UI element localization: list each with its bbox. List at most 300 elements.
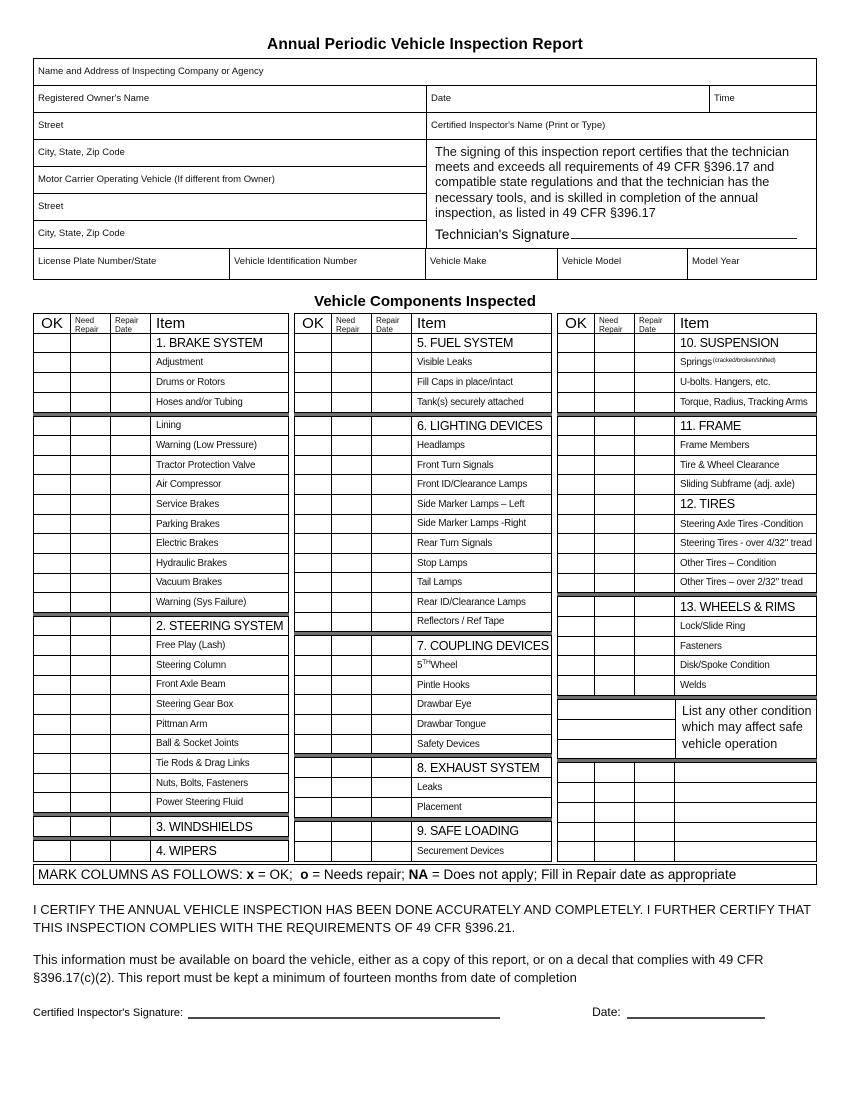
repair-date-cell[interactable] — [372, 373, 412, 392]
other-condition-entry-cell[interactable] — [558, 720, 675, 740]
repair-date-cell[interactable] — [111, 793, 151, 812]
item-label-cell: Front ID/Clearance Lamps — [417, 479, 528, 491]
repair-date-cell[interactable] — [111, 715, 151, 734]
component-row — [34, 495, 288, 515]
ok-mark-cell[interactable] — [295, 417, 332, 436]
need-repair-mark-cell[interactable] — [71, 636, 111, 655]
repair-date-cell[interactable] — [111, 495, 151, 514]
need-repair-mark-cell[interactable] — [332, 393, 372, 412]
repair-date-cell[interactable] — [635, 637, 675, 656]
item-label-cell: Tank(s) securely attached — [417, 396, 524, 408]
carrier-label: Motor Carrier Operating Vehicle (If different from Owner) — [38, 174, 275, 185]
ok-mark-cell[interactable] — [34, 554, 71, 573]
section-title-cell: 13. WHEELS & RIMS — [680, 599, 796, 614]
ok-mark-cell[interactable] — [295, 495, 332, 514]
repair-date-cell[interactable] — [111, 754, 151, 773]
repair-date-cell[interactable] — [111, 676, 151, 695]
ok-mark-cell[interactable] — [295, 656, 332, 675]
ok-mark-cell[interactable] — [558, 495, 595, 514]
ok-mark-cell[interactable] — [34, 373, 71, 392]
ok-mark-cell[interactable] — [34, 574, 71, 593]
need-repair-mark-cell[interactable] — [71, 353, 111, 372]
form-header-right — [426, 86, 816, 248]
ok-mark-cell[interactable] — [295, 353, 332, 372]
need-repair-mark-cell[interactable] — [332, 554, 372, 573]
need-repair-mark-cell[interactable] — [595, 676, 635, 695]
item-label-cell: Drums or Rotors — [156, 377, 225, 389]
item-label-cell: Safety Devices — [417, 738, 480, 750]
ok-mark-cell[interactable] — [34, 841, 71, 861]
ok-mark-cell[interactable] — [558, 436, 595, 455]
repair-date-cell[interactable] — [635, 495, 675, 514]
ok-mark-cell[interactable] — [295, 676, 332, 695]
ok-mark-cell[interactable] — [558, 515, 595, 534]
ok-mark-cell[interactable] — [34, 617, 71, 636]
need-repair-mark-cell[interactable] — [332, 515, 372, 534]
carrier-street-field[interactable] — [34, 194, 426, 221]
repair-date-cell[interactable] — [372, 417, 412, 436]
repair-date-cell[interactable] — [372, 334, 412, 353]
need-repair-mark-cell[interactable] — [71, 676, 111, 695]
ok-mark-cell[interactable] — [34, 774, 71, 793]
ok-mark-cell[interactable] — [295, 593, 332, 612]
ok-mark-cell[interactable] — [34, 456, 71, 475]
repair-date-cell[interactable] — [635, 475, 675, 494]
component-row — [295, 353, 551, 373]
item-entry-cell[interactable] — [675, 803, 816, 822]
repair-date-cell[interactable] — [111, 554, 151, 573]
repair-date-cell[interactable] — [111, 456, 151, 475]
need-repair-mark-cell[interactable] — [595, 637, 635, 656]
ok-mark-cell[interactable] — [295, 475, 332, 494]
need-repair-mark-cell[interactable] — [595, 803, 635, 822]
certification-text: The signing of this inspection report certifies that the technician meets and exceeds all requirements of 49 CFR §396.17 and compatible state regulations and that the technician has the necessary tools, and is skilled in completion of the annual inspection, as listed in 49 CFR §396.17 — [435, 145, 790, 220]
ok-mark-cell[interactable] — [34, 495, 71, 514]
need-repair-mark-cell[interactable] — [595, 783, 635, 802]
vehicle-model-field[interactable] — [558, 249, 688, 279]
ok-mark-cell[interactable] — [295, 758, 332, 777]
ok-mark-cell[interactable] — [295, 393, 332, 412]
item-entry-cell[interactable] — [675, 763, 816, 782]
repair-date-cell[interactable] — [372, 695, 412, 714]
ok-mark-cell[interactable] — [295, 715, 332, 734]
other-condition-entry-cell[interactable] — [558, 740, 675, 759]
need-repair-mark-cell[interactable] — [332, 613, 372, 632]
ok-mark-cell[interactable] — [558, 393, 595, 412]
need-repair-mark-cell[interactable] — [71, 617, 111, 636]
ok-mark-cell[interactable] — [558, 617, 595, 636]
ok-mark-cell[interactable] — [558, 637, 595, 656]
repair-date-cell[interactable] — [372, 554, 412, 573]
repair-date-cell[interactable] — [635, 617, 675, 636]
need-repair-mark-cell[interactable] — [332, 436, 372, 455]
need-repair-mark-cell[interactable] — [332, 842, 372, 861]
ok-mark-cell[interactable] — [34, 656, 71, 675]
date-field[interactable] — [427, 86, 710, 112]
component-row — [34, 676, 288, 696]
ok-mark-cell[interactable] — [34, 754, 71, 773]
repair-date-cell[interactable] — [111, 817, 151, 837]
need-repair-mark-cell[interactable] — [71, 735, 111, 754]
need-repair-mark-cell[interactable] — [595, 597, 635, 616]
component-row — [558, 456, 816, 476]
need-repair-mark-cell[interactable] — [71, 334, 111, 353]
repair-date-cell[interactable] — [635, 676, 675, 695]
ok-mark-cell[interactable] — [34, 334, 71, 353]
time-field[interactable] — [710, 86, 816, 112]
ok-mark-cell[interactable] — [295, 842, 332, 861]
vin-label: Vehicle Identification Number — [234, 256, 358, 267]
vin-field[interactable] — [230, 249, 426, 279]
need-repair-mark-cell[interactable] — [332, 475, 372, 494]
ok-mark-cell[interactable] — [558, 763, 595, 782]
repair-date-cell[interactable] — [372, 495, 412, 514]
ok-mark-cell[interactable] — [295, 822, 332, 841]
ok-mark-cell[interactable] — [34, 695, 71, 714]
repair-date-cell[interactable] — [372, 778, 412, 797]
need-repair-mark-cell[interactable] — [595, 574, 635, 593]
need-repair-mark-cell[interactable] — [595, 353, 635, 372]
repair-date-cell[interactable] — [111, 393, 151, 412]
ok-mark-cell[interactable] — [558, 597, 595, 616]
component-row — [558, 554, 816, 574]
need-repair-mark-cell[interactable] — [71, 656, 111, 675]
other-condition-entry-cell[interactable] — [558, 700, 675, 720]
ok-mark-cell[interactable] — [295, 573, 332, 592]
need-repair-mark-cell[interactable] — [71, 817, 111, 837]
company-field[interactable] — [34, 59, 816, 86]
license-plate-field[interactable] — [34, 249, 230, 279]
repair-date-cell[interactable] — [635, 534, 675, 553]
repair-date-cell[interactable] — [372, 842, 412, 861]
component-section — [294, 313, 552, 413]
ok-mark-cell[interactable] — [558, 676, 595, 695]
owner-street-field[interactable] — [34, 113, 426, 140]
need-repair-mark-cell[interactable] — [332, 495, 372, 514]
ok-mark-cell[interactable] — [295, 613, 332, 632]
need-repair-mark-cell[interactable] — [332, 456, 372, 475]
need-repair-mark-cell[interactable] — [595, 656, 635, 675]
ok-mark-cell[interactable] — [34, 715, 71, 734]
model-year-field[interactable] — [688, 249, 816, 279]
need-repair-mark-cell[interactable] — [595, 373, 635, 392]
repair-date-cell[interactable] — [635, 597, 675, 616]
ok-mark-cell[interactable] — [34, 534, 71, 553]
need-repair-mark-cell[interactable] — [332, 656, 372, 675]
ok-mark-cell[interactable] — [295, 534, 332, 553]
ok-mark-cell[interactable] — [295, 334, 332, 353]
company-field-label: Name and Address of Inspecting Company or Agency — [38, 66, 264, 77]
ok-mark-cell[interactable] — [295, 456, 332, 475]
repair-date-cell[interactable] — [372, 636, 412, 655]
need-repair-mark-cell[interactable] — [71, 495, 111, 514]
ok-mark-cell[interactable] — [295, 778, 332, 797]
item-label-cell: Drawbar Tongue — [417, 718, 486, 730]
ok-mark-cell[interactable] — [34, 735, 71, 754]
item-label-cell: Tractor Protection Valve — [156, 459, 256, 471]
repair-date-cell[interactable] — [372, 758, 412, 777]
carrier-city-field[interactable] — [34, 221, 426, 248]
ok-mark-cell[interactable] — [558, 353, 595, 372]
technician-signature-line[interactable] — [571, 228, 797, 239]
ok-mark-cell[interactable] — [558, 574, 595, 593]
ok-mark-cell[interactable] — [295, 436, 332, 455]
need-repair-mark-cell[interactable] — [332, 822, 372, 841]
repair-date-cell[interactable] — [372, 456, 412, 475]
repair-date-cell[interactable] — [111, 735, 151, 754]
item-entry-cell[interactable] — [675, 783, 816, 802]
other-condition-section — [557, 699, 817, 760]
need-repair-mark-cell[interactable] — [332, 353, 372, 372]
carrier-street-label: Street — [38, 201, 64, 212]
need-repair-mark-cell[interactable] — [332, 735, 372, 754]
component-row — [558, 574, 816, 593]
repair-date-cell[interactable] — [635, 803, 675, 822]
ok-mark-cell[interactable] — [558, 823, 595, 842]
ok-mark-cell[interactable] — [295, 373, 332, 392]
repair-date-cell[interactable] — [111, 774, 151, 793]
need-repair-mark-cell[interactable] — [595, 334, 635, 353]
repair-date-cell[interactable] — [111, 617, 151, 636]
need-repair-mark-cell[interactable] — [595, 475, 635, 494]
item-label-cell: Hydraulic Brakes — [156, 557, 227, 569]
repair-date-cell[interactable] — [635, 823, 675, 842]
ok-mark-cell[interactable] — [295, 636, 332, 655]
need-repair-mark-cell[interactable] — [595, 515, 635, 534]
need-repair-mark-cell[interactable] — [71, 475, 111, 494]
repair-date-cell[interactable] — [635, 554, 675, 573]
item-label-cell: Lining — [156, 420, 181, 432]
ok-mark-cell[interactable] — [34, 417, 71, 436]
need-repair-mark-cell[interactable] — [595, 436, 635, 455]
need-repair-mark-cell[interactable] — [71, 841, 111, 861]
need-repair-mark-cell[interactable] — [71, 456, 111, 475]
component-row — [34, 774, 288, 794]
ok-mark-cell[interactable] — [34, 593, 71, 612]
repair-date-cell[interactable] — [372, 593, 412, 612]
repair-date-cell[interactable] — [111, 534, 151, 553]
ok-mark-cell[interactable] — [295, 695, 332, 714]
repair-date-cell[interactable] — [372, 613, 412, 632]
need-repair-mark-cell[interactable] — [595, 842, 635, 861]
component-row — [34, 373, 288, 393]
repair-date-cell[interactable] — [111, 334, 151, 353]
repair-date-cell[interactable] — [635, 334, 675, 353]
need-repair-mark-cell[interactable] — [595, 554, 635, 573]
repair-date-cell[interactable] — [635, 417, 675, 436]
need-repair-mark-cell[interactable] — [71, 534, 111, 553]
ok-mark-cell[interactable] — [34, 475, 71, 494]
need-repair-mark-cell[interactable] — [71, 695, 111, 714]
need-repair-mark-cell[interactable] — [332, 373, 372, 392]
carrier-field[interactable] — [34, 167, 426, 194]
component-row — [295, 456, 551, 476]
item-entry-cell[interactable] — [675, 842, 816, 861]
repair-date-cell[interactable] — [635, 515, 675, 534]
repair-date-cell[interactable] — [635, 763, 675, 782]
ok-mark-cell[interactable] — [295, 554, 332, 573]
component-row — [295, 758, 551, 778]
need-repair-mark-cell[interactable] — [71, 715, 111, 734]
repair-date-cell[interactable] — [372, 735, 412, 754]
need-repair-mark-cell[interactable] — [71, 793, 111, 812]
need-repair-mark-cell[interactable] — [332, 593, 372, 612]
item-label-cell: Drawbar Eye — [417, 699, 472, 711]
ok-mark-cell[interactable] — [558, 656, 595, 675]
repair-date-cell[interactable] — [372, 656, 412, 675]
ok-mark-cell[interactable] — [558, 475, 595, 494]
repair-date-cell[interactable] — [372, 393, 412, 412]
repair-date-cell[interactable] — [111, 841, 151, 861]
vehicle-make-field[interactable] — [426, 249, 558, 279]
ok-mark-cell[interactable] — [558, 803, 595, 822]
repair-date-cell[interactable] — [111, 417, 151, 436]
owner-city-field[interactable] — [34, 140, 426, 167]
ok-mark-cell[interactable] — [558, 456, 595, 475]
component-row — [295, 593, 551, 613]
repair-date-cell[interactable] — [111, 574, 151, 593]
repair-date-cell[interactable] — [111, 353, 151, 372]
repair-date-cell[interactable] — [372, 353, 412, 372]
component-row — [34, 656, 288, 676]
repair-date-cell[interactable] — [372, 515, 412, 534]
item-entry-cell[interactable] — [675, 823, 816, 842]
ok-mark-cell[interactable] — [295, 798, 332, 817]
need-repair-mark-cell[interactable] — [595, 393, 635, 412]
ok-mark-cell[interactable] — [558, 534, 595, 553]
repair-date-cell[interactable] — [111, 695, 151, 714]
need-repair-mark-cell[interactable] — [332, 715, 372, 734]
ok-mark-cell[interactable] — [295, 515, 332, 534]
repair-date-cell[interactable] — [111, 475, 151, 494]
need-repair-mark-cell[interactable] — [332, 778, 372, 797]
repair-date-cell[interactable] — [372, 798, 412, 817]
need-repair-mark-cell[interactable] — [71, 373, 111, 392]
need-repair-mark-cell[interactable] — [332, 798, 372, 817]
page-title: Annual Periodic Vehicle Inspection Report — [267, 36, 583, 53]
repair-date-cell[interactable] — [635, 456, 675, 475]
ok-mark-cell[interactable] — [34, 515, 71, 534]
repair-date-cell[interactable] — [372, 715, 412, 734]
owner-name-label: Registered Owner's Name — [38, 93, 150, 104]
repair-date-cell[interactable] — [635, 373, 675, 392]
need-repair-mark-cell[interactable] — [71, 393, 111, 412]
ok-column-header: OK — [34, 314, 71, 333]
repair-date-cell[interactable] — [372, 822, 412, 841]
component-row — [34, 593, 288, 612]
repair-date-cell[interactable] — [111, 436, 151, 455]
component-section — [294, 635, 552, 754]
need-repair-mark-cell[interactable] — [71, 774, 111, 793]
repair-date-cell[interactable] — [635, 436, 675, 455]
ok-mark-cell[interactable] — [34, 636, 71, 655]
repair-date-cell[interactable] — [372, 475, 412, 494]
need-repair-column-header: Need Repair — [332, 314, 372, 333]
repair-date-cell[interactable] — [111, 373, 151, 392]
repair-date-cell[interactable] — [635, 656, 675, 675]
mark-columns-text-part: = OK; — [254, 867, 301, 882]
need-repair-mark-cell[interactable] — [71, 754, 111, 773]
need-repair-mark-cell[interactable] — [595, 823, 635, 842]
component-row — [34, 617, 288, 637]
repair-date-cell[interactable] — [111, 636, 151, 655]
ok-mark-cell[interactable] — [34, 353, 71, 372]
need-repair-mark-cell[interactable] — [332, 334, 372, 353]
ok-mark-cell[interactable] — [34, 436, 71, 455]
need-repair-mark-cell[interactable] — [332, 676, 372, 695]
inspector-name-field[interactable] — [427, 113, 816, 140]
ok-mark-cell[interactable] — [295, 735, 332, 754]
need-repair-mark-cell[interactable] — [595, 534, 635, 553]
ok-mark-cell[interactable] — [34, 793, 71, 812]
ok-mark-cell[interactable] — [558, 783, 595, 802]
ok-mark-cell[interactable] — [34, 817, 71, 837]
component-row — [558, 597, 816, 617]
need-repair-mark-cell[interactable] — [71, 593, 111, 612]
repair-date-cell[interactable] — [111, 515, 151, 534]
repair-date-cell[interactable] — [372, 436, 412, 455]
need-repair-mark-cell[interactable] — [332, 417, 372, 436]
inspector-signature-line[interactable] — [188, 1006, 500, 1019]
ok-mark-cell[interactable] — [558, 417, 595, 436]
need-repair-mark-cell[interactable] — [71, 554, 111, 573]
component-row — [34, 515, 288, 535]
repair-date-cell[interactable] — [372, 534, 412, 553]
need-repair-mark-cell[interactable] — [71, 574, 111, 593]
ok-mark-cell[interactable] — [558, 334, 595, 353]
need-repair-mark-cell[interactable] — [332, 636, 372, 655]
ok-mark-cell[interactable] — [558, 554, 595, 573]
components-heading: Vehicle Components Inspected — [314, 293, 536, 310]
component-section — [33, 840, 289, 862]
need-repair-mark-cell[interactable] — [332, 695, 372, 714]
mark-columns-text-part: = Does not apply; Fill in Repair date as appropriate — [428, 867, 737, 882]
need-repair-mark-cell[interactable] — [71, 417, 111, 436]
repair-date-cell[interactable] — [372, 676, 412, 695]
need-repair-mark-cell[interactable] — [332, 573, 372, 592]
ok-mark-cell[interactable] — [558, 373, 595, 392]
repair-date-cell[interactable] — [635, 574, 675, 593]
inspector-name-label: Certified Inspector's Name (Print or Type) — [431, 120, 606, 131]
need-repair-mark-cell[interactable] — [595, 495, 635, 514]
ok-mark-cell[interactable] — [558, 842, 595, 861]
ok-mark-cell[interactable] — [34, 676, 71, 695]
need-repair-mark-cell[interactable] — [595, 417, 635, 436]
repair-date-cell[interactable] — [635, 353, 675, 372]
need-repair-mark-cell[interactable] — [595, 763, 635, 782]
repair-date-cell[interactable] — [635, 842, 675, 861]
need-repair-mark-cell[interactable] — [595, 617, 635, 636]
need-repair-mark-cell[interactable] — [595, 456, 635, 475]
item-label-cell: Warning (Sys Failure) — [156, 597, 247, 609]
need-repair-mark-cell[interactable] — [71, 436, 111, 455]
repair-date-cell[interactable] — [635, 783, 675, 802]
need-repair-mark-cell[interactable] — [71, 515, 111, 534]
owner-name-field[interactable] — [34, 86, 426, 113]
need-repair-mark-cell[interactable] — [332, 534, 372, 553]
ok-mark-cell[interactable] — [34, 393, 71, 412]
repair-date-cell[interactable] — [111, 593, 151, 612]
need-repair-mark-cell[interactable] — [332, 758, 372, 777]
repair-date-cell[interactable] — [111, 656, 151, 675]
repair-date-cell[interactable] — [635, 393, 675, 412]
component-row — [34, 393, 288, 412]
item-label-cell: Visible Leaks — [417, 357, 472, 369]
repair-date-column-header: Repair Date — [111, 314, 151, 333]
component-row — [295, 393, 551, 412]
footer-date-line[interactable] — [627, 1006, 765, 1019]
repair-date-cell[interactable] — [372, 573, 412, 592]
